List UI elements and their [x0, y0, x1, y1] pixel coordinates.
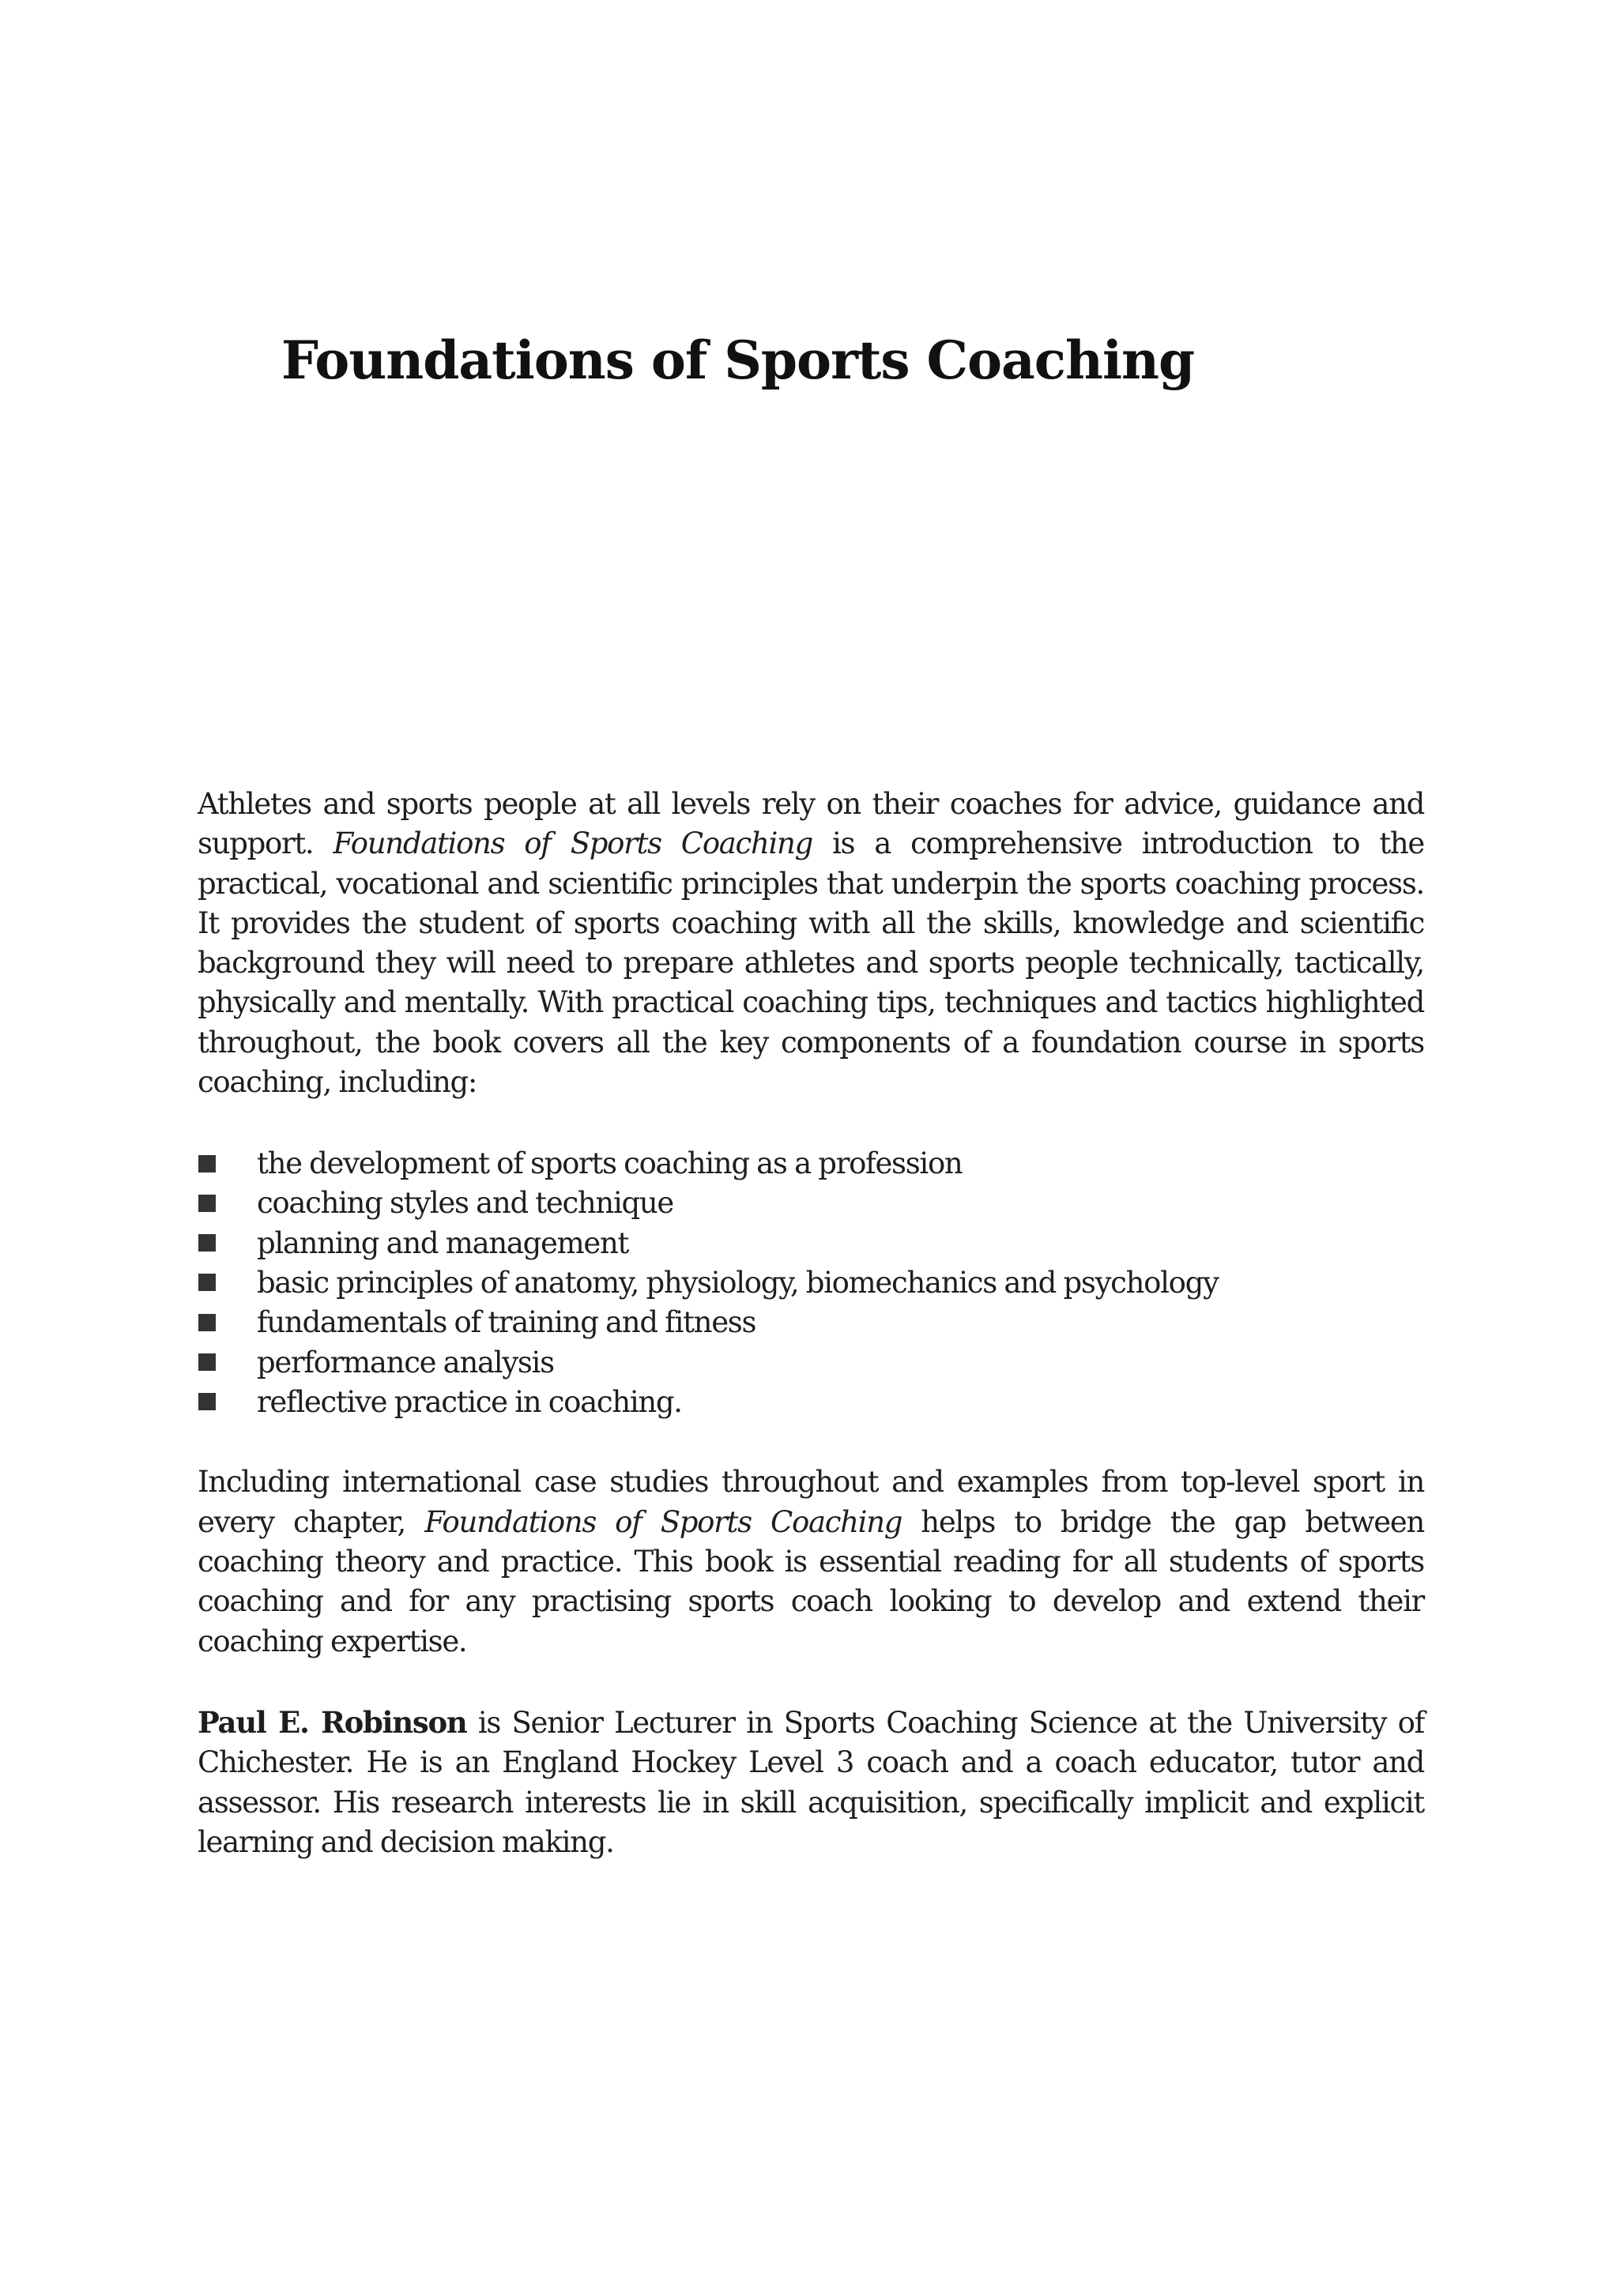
topic-item	[198, 1223, 1424, 1263]
topic-text: coaching styles and technique	[257, 1186, 673, 1221]
intro-paragraph	[198, 785, 1424, 1102]
author-name: Paul E. Robinson	[198, 1704, 467, 1740]
square-bullet-icon	[198, 1234, 216, 1252]
topic-text: performance analysis	[257, 1345, 554, 1379]
topic-item	[198, 1382, 1424, 1421]
square-bullet-icon	[198, 1274, 216, 1291]
topic-text: fundamentals of training and fitness	[257, 1305, 756, 1340]
topic-text: reflective practice in coaching.	[257, 1384, 682, 1419]
intro-book-title: Foundations of Sports Coaching	[333, 826, 812, 861]
closing-paragraph	[198, 1462, 1424, 1661]
square-bullet-icon	[198, 1393, 216, 1410]
blurb-content	[198, 785, 1424, 1862]
topic-item	[198, 1184, 1424, 1223]
author-bio-paragraph	[198, 1703, 1424, 1862]
topics-list	[198, 1143, 1424, 1421]
topic-item	[198, 1342, 1424, 1382]
topic-text: planning and management	[257, 1225, 629, 1260]
topic-text: basic principles of anatomy, physiology, biomechanics and psychology	[257, 1265, 1219, 1300]
topic-item	[198, 1143, 1424, 1183]
topic-text: the development of sports coaching as a profession	[257, 1146, 963, 1181]
page-title: Foundations of Sports Coaching	[281, 329, 1195, 391]
intro-text-start: Athletes and sports people at all levels rely on their coaches for advice, guidance and support.	[198, 787, 1424, 861]
closing-book-title: Foundations of Sports Coaching	[424, 1504, 902, 1539]
square-bullet-icon	[198, 1314, 216, 1331]
square-bullet-icon	[198, 1195, 216, 1212]
topic-item	[198, 1263, 1424, 1302]
intro-text-end: is a comprehensive introduction to the practical, vocational and scientific principles that underpin the sports coaching process. It provides the student of sports coaching with all the skills, knowledge and scientific background they will need to prepare athletes and sports people technically, tactically, physically and mentally. With practical coaching tips, techniques and tactics highlighted throughout, the book covers all the key components of a foundation course in sports coaching, including:	[198, 826, 1425, 1100]
closing-text-start: Including international case studies throughout and examples from top-level sport in every chapter,	[198, 1465, 1424, 1539]
square-bullet-icon	[198, 1353, 216, 1371]
square-bullet-icon	[198, 1155, 216, 1172]
closing-text-end: helps to bridge the gap between coaching theory and practice. This book is essential reading for all students of sports coaching and for any practising sports coach looking to develop and extend their coaching expertise.	[198, 1504, 1424, 1658]
topic-item	[198, 1303, 1424, 1342]
author-bio-text: is Senior Lecturer in Sports Coaching Science at the University of Chichester. He is an England Hockey Level 3 coach and a coach educator, tutor and assessor. His research interests lie in skill acquisition, specifically implicit and explicit learning and decision making.	[198, 1705, 1424, 1859]
